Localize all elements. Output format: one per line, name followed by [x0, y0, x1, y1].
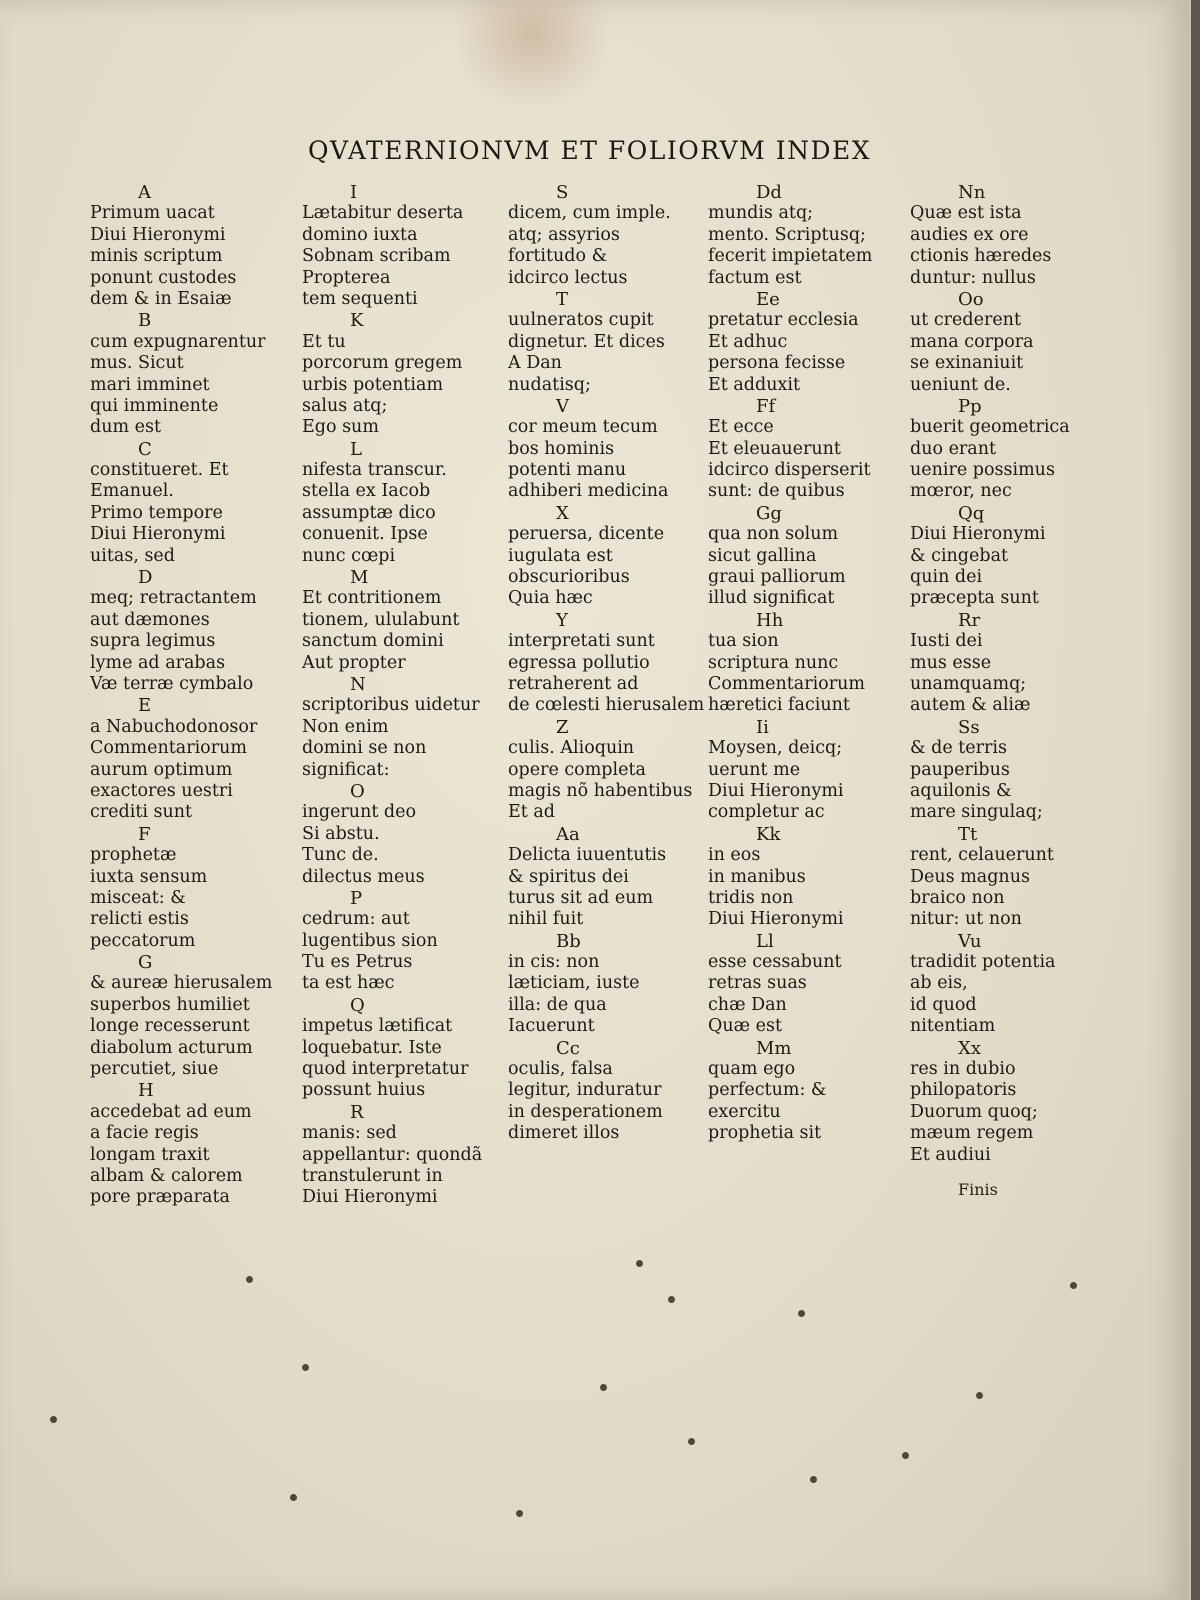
index-entry: præcepta sunt [910, 588, 1039, 609]
index-entry: completur ac [708, 802, 825, 823]
index-entry: Et ecce [708, 417, 774, 438]
quire-signature: D [138, 567, 153, 589]
index-entry: qui imminente [90, 395, 219, 416]
index-entry: quam ego [708, 1059, 796, 1080]
quire-signature: Ee [756, 288, 780, 310]
index-entry: chæ Dan [708, 994, 787, 1015]
index-entry: iugulata est [508, 545, 613, 566]
wormhole [246, 1276, 253, 1283]
index-entry: Quæ est ista [910, 203, 1022, 224]
index-entry: res in dubio [910, 1059, 1016, 1080]
wormhole [50, 1416, 57, 1423]
index-entry: nitentiam [910, 1016, 996, 1037]
index-entry: dum est [90, 417, 161, 438]
quire-signature: Gg [756, 502, 782, 524]
wormhole [636, 1260, 643, 1267]
index-entry: ab eis, [910, 973, 968, 994]
index-entry: ctionis hæredes [910, 246, 1052, 267]
index-entry: nitur: ut non [910, 909, 1022, 930]
quire-signature: Vu [958, 930, 982, 952]
index-entry: Propterea [302, 267, 391, 288]
index-entry: Et adduxit [708, 374, 800, 395]
index-entry: Commentariorum [708, 673, 865, 694]
index-entry: Diui Hieronymi [90, 524, 226, 545]
index-entry: in eos [708, 845, 761, 866]
index-column-1 [90, 182, 305, 1209]
index-entry: lyme ad arabas [90, 652, 226, 673]
index-entry: Primum uacat [90, 203, 215, 224]
index-entry: exercitu [708, 1101, 781, 1122]
index-entry: Diui Hieronymi [90, 224, 226, 245]
index-entry: perfectum: & [708, 1080, 827, 1101]
index-entry: qua non solum [708, 524, 839, 545]
index-entry: superbos humiliet [90, 994, 250, 1015]
wormhole [798, 1310, 805, 1317]
wormhole [516, 1510, 523, 1517]
index-entry: a Nabuchodonosor [90, 716, 258, 737]
index-entry: aquilonis & [910, 780, 1012, 801]
page-title: QVATERNIONVM ET FOLIORVM INDEX [308, 136, 872, 165]
index-entry: & spiritus dei [508, 866, 629, 887]
index-entry: uenire possimus [910, 460, 1055, 481]
quire-signature: S [556, 182, 569, 203]
index-column-2 [302, 182, 517, 1209]
index-entry: & aureæ hierusalem [90, 973, 273, 994]
index-entry: Diui Hieronymi [708, 909, 844, 930]
quire-signature: Qq [958, 502, 985, 524]
index-entry: retras suas [708, 973, 807, 994]
index-entry: relicti estis [90, 909, 189, 930]
index-entry: Et ad [508, 802, 556, 823]
index-entry: Sobnam scribam [302, 246, 451, 267]
index-entry: mana corpora [910, 331, 1034, 352]
index-entry: accedebat ad eum [90, 1101, 252, 1122]
index-entry: Et contritionem [302, 588, 442, 609]
index-entry: graui palliorum [708, 567, 846, 588]
index-entry: illud significat [708, 588, 835, 609]
index-entry: retraherent ad [508, 673, 639, 694]
index-entry: in cis: non [508, 952, 600, 973]
index-entry: nihil fuit [508, 909, 584, 930]
quire-signature: N [350, 673, 366, 695]
quire-signature: Y [556, 609, 568, 631]
index-entry: idcirco disperserit [708, 460, 871, 481]
index-entry: mento. Scriptusq; [708, 224, 866, 245]
wormhole [902, 1452, 909, 1459]
index-entry: pauperibus [910, 759, 1010, 780]
index-entry: atq; assyrios [508, 224, 620, 245]
index-entry: Emanuel. [90, 481, 174, 502]
index-entry: a facie regis [90, 1123, 199, 1144]
index-entry: dimeret illos [508, 1123, 620, 1144]
index-entry: appellantur: quondã [302, 1144, 483, 1165]
index-entry: Lætabitur deserta [302, 203, 464, 224]
index-entry: albam & calorem [90, 1165, 243, 1186]
quire-signature: P [350, 887, 363, 909]
index-entry: Quia hæc [508, 588, 593, 609]
quire-signature: E [138, 695, 152, 717]
index-entry: Commentariorum [90, 738, 247, 759]
index-entry: domini se non [302, 738, 427, 759]
index-entry: bos hominis [508, 438, 615, 459]
index-entry: Non enim [302, 716, 389, 737]
quire-signature: L [350, 438, 362, 460]
index-entry: de cœlesti hierusalem [508, 695, 705, 716]
index-entry: nifesta transcur. [302, 460, 447, 481]
index-entry: aurum optimum [90, 759, 233, 780]
index-entry: possunt huius [302, 1080, 426, 1101]
quire-signature: Cc [556, 1037, 580, 1059]
index-entry: Si abstu. [302, 823, 380, 844]
index-entry: sunt: de quibus [708, 481, 845, 502]
wormhole [688, 1438, 695, 1445]
index-entry: factum est [708, 267, 802, 288]
index-entry: Tunc de. [302, 845, 379, 866]
index-entry: fortitudo & [508, 246, 608, 267]
index-entry: ut crederent [910, 310, 1021, 331]
index-entry: uulneratos cupit [508, 310, 654, 331]
index-entry: significat: [302, 759, 390, 780]
quire-signature: Ff [756, 395, 776, 417]
index-entry: rent, celauerunt [910, 845, 1054, 866]
index-entry: supra legimus [90, 631, 216, 652]
index-entry: læticiam, iuste [508, 973, 640, 994]
index-entry: & cingebat [910, 545, 1009, 566]
index-entry: cor meum tecum [508, 417, 658, 438]
index-entry: cum expugnarentur [90, 331, 266, 352]
index-entry: oculis, falsa [508, 1059, 613, 1080]
index-entry: peccatorum [90, 930, 196, 951]
index-entry: dilectus meus [302, 866, 425, 887]
index-entry: tua sion [708, 631, 779, 652]
index-entry: braico non [910, 887, 1005, 908]
wormhole [668, 1296, 675, 1303]
index-entry: duntur: nullus [910, 267, 1036, 288]
quire-signature: G [138, 952, 153, 974]
quire-signature: Hh [756, 609, 784, 631]
index-entry: Diui Hieronymi [708, 780, 844, 801]
index-column-3 [508, 182, 723, 1145]
index-entry: Duorum quoq; [910, 1101, 1038, 1122]
index-entry: nunc cœpi [302, 545, 396, 566]
index-entry: manis: sed [302, 1123, 397, 1144]
index-entry: se exinaniuit [910, 353, 1024, 374]
index-column-4 [708, 182, 923, 1145]
quire-signature: O [350, 780, 365, 802]
index-entry: percutiet, siue [90, 1059, 219, 1080]
index-entry: tradidit potentia [910, 952, 1056, 973]
index-entry: tionem, ululabunt [302, 609, 460, 630]
index-entry: prophetæ [90, 845, 177, 866]
index-entry: Deus magnus [910, 866, 1030, 887]
quire-signature: Dd [756, 182, 782, 203]
quire-signature: F [138, 823, 151, 845]
wormhole [600, 1384, 607, 1391]
index-entry: buerit geometrica [910, 417, 1070, 438]
quire-signature: V [556, 395, 569, 417]
index-entry: egressa pollutio [508, 652, 650, 673]
index-entry: tridis non [708, 887, 794, 908]
index-entry: minis scriptum [90, 246, 223, 267]
quire-signature: K [350, 310, 364, 332]
index-entry: urbis potentiam [302, 374, 444, 395]
quire-signature: X [556, 502, 569, 524]
quire-signature: Q [350, 994, 365, 1016]
index-entry: impetus lætificat [302, 1016, 453, 1037]
quire-signature: Mm [756, 1037, 792, 1059]
index-entry: Diui Hieronymi [910, 524, 1046, 545]
index-entry: sicut gallina [708, 545, 817, 566]
index-entry: adhiberi medicina [508, 481, 669, 502]
index-entry: unamquamq; [910, 673, 1027, 694]
index-entry: Primo tempore [90, 502, 223, 523]
index-entry: uerunt me [708, 759, 801, 780]
index-entry: ta est hæc [302, 973, 395, 994]
index-entry: dicem, cum imple. [508, 203, 671, 224]
index-entry: Væ terræ cymbalo [90, 673, 254, 694]
index-entry: Moysen, deicq; [708, 738, 843, 759]
quire-signature: R [350, 1101, 364, 1123]
index-entry: lugentibus sion [302, 930, 438, 951]
index-entry: Aut propter [302, 652, 406, 673]
index-entry: mœror, nec [910, 481, 1012, 502]
quire-signature: A [138, 182, 151, 203]
index-entry: diabolum acturum [90, 1037, 253, 1058]
index-entry: mus esse [910, 652, 992, 673]
index-entry: in desperationem [508, 1101, 663, 1122]
index-entry: legitur, induratur [508, 1080, 662, 1101]
quire-signature: Z [556, 716, 569, 738]
index-entry: & de terris [910, 738, 1007, 759]
index-entry: exactores uestri [90, 780, 233, 801]
index-entry: scriptoribus uidetur [302, 695, 480, 716]
index-entry: Et adhuc [708, 331, 788, 352]
quire-signature: Oo [958, 288, 984, 310]
quire-signature: C [138, 438, 152, 460]
index-entry: potenti manu [508, 460, 627, 481]
quire-signature: Pp [958, 395, 982, 417]
index-entry: in manibus [708, 866, 806, 887]
quire-signature: Bb [556, 930, 581, 952]
index-entry: tem sequenti [302, 288, 418, 309]
index-entry: esse cessabunt [708, 952, 842, 973]
index-entry: loquebatur. Iste [302, 1037, 442, 1058]
index-entry: Ego sum [302, 417, 379, 438]
index-entry: longe recesserunt [90, 1016, 250, 1037]
quire-signature: Kk [756, 823, 781, 845]
page-stain [452, 0, 612, 110]
index-entry: porcorum gregem [302, 353, 463, 374]
index-entry: domino iuxta [302, 224, 418, 245]
index-entry: turus sit ad eum [508, 887, 654, 908]
index-entry: prophetia sit [708, 1123, 822, 1144]
index-entry: quod interpretatur [302, 1059, 469, 1080]
colophon-finis: Finis [958, 1179, 998, 1199]
index-entry: mæum regem [910, 1123, 1034, 1144]
index-entry: sanctum domini [302, 631, 444, 652]
wormhole [810, 1476, 817, 1483]
index-entry: Tu es Petrus [302, 952, 413, 973]
index-entry: id quod [910, 994, 977, 1015]
index-entry: constitueret. Et [90, 460, 229, 481]
wormhole [302, 1364, 309, 1371]
quire-signature: M [350, 567, 369, 589]
index-entry: transtulerunt in [302, 1165, 443, 1186]
index-entry: nudatisq; [508, 374, 591, 395]
index-entry: iuxta sensum [90, 866, 208, 887]
index-entry: mus. Sicut [90, 353, 184, 374]
index-entry: culis. Alioquin [508, 738, 635, 759]
index-entry: conuenit. Ipse [302, 524, 428, 545]
index-entry: idcirco lectus [508, 267, 628, 288]
index-entry: persona fecisse [708, 353, 846, 374]
index-entry: quin dei [910, 567, 983, 588]
index-entry: dignetur. Et dices [508, 331, 665, 352]
quire-signature: B [138, 310, 152, 332]
wormhole [290, 1494, 297, 1501]
index-entry: Quæ est [708, 1016, 782, 1037]
quire-signature: Rr [958, 609, 981, 631]
index-entry: misceat: & [90, 887, 186, 908]
index-entry: philopatoris [910, 1080, 1017, 1101]
index-entry: audies ex ore [910, 224, 1029, 245]
index-entry: cedrum: aut [302, 909, 410, 930]
index-entry: assumptæ dico [302, 502, 436, 523]
index-entry: peruersa, dicente [508, 524, 665, 545]
index-entry: A Dan [508, 353, 562, 374]
index-entry: Et audiui [910, 1144, 991, 1165]
index-entry: Iusti dei [910, 631, 983, 652]
index-entry: uitas, sed [90, 545, 175, 566]
index-entry: interpretati sunt [508, 631, 655, 652]
quire-signature: Ll [756, 930, 774, 952]
wormhole [1070, 1282, 1077, 1289]
index-entry: mari imminet [90, 374, 210, 395]
index-entry: dem & in Esaiæ [90, 288, 232, 309]
index-entry: ueniunt de. [910, 374, 1011, 395]
index-entry: pore præparata [90, 1187, 230, 1208]
index-entry: aut dæmones [90, 609, 210, 630]
index-entry: Delicta iuuentutis [508, 845, 667, 866]
index-entry: magis nõ habentibus [508, 780, 693, 801]
quire-signature: Ss [958, 716, 980, 738]
quire-signature: Xx [958, 1037, 981, 1059]
index-entry: autem & aliæ [910, 695, 1031, 716]
index-entry: crediti sunt [90, 802, 193, 823]
quire-signature: T [556, 288, 569, 310]
index-entry: meq; retractantem [90, 588, 257, 609]
index-entry: ponunt custodes [90, 267, 237, 288]
index-entry: salus atq; [302, 395, 388, 416]
index-entry: pretatur ecclesia [708, 310, 859, 331]
index-entry: longam traxit [90, 1144, 210, 1165]
index-entry: opere completa [508, 759, 646, 780]
index-entry: ingerunt deo [302, 802, 417, 823]
index-entry: Et eleuauerunt [708, 438, 841, 459]
index-entry: Diui Hieronymi [302, 1187, 438, 1208]
index-entry: duo erant [910, 438, 997, 459]
index-entry: obscurioribus [508, 567, 630, 588]
index-entry: Et tu [302, 331, 346, 352]
quire-signature: Tt [958, 823, 978, 845]
quire-signature: Nn [958, 182, 986, 203]
index-entry: fecerit impietatem [708, 246, 873, 267]
quire-signature: Aa [556, 823, 580, 845]
index-entry: mundis atq; [708, 203, 814, 224]
quire-signature: Ii [756, 716, 769, 738]
index-column-5 [910, 182, 1125, 1199]
index-entry: mare singulaq; [910, 802, 1043, 823]
wormhole [976, 1392, 983, 1399]
quire-signature: H [138, 1080, 154, 1102]
index-entry: illa: de qua [508, 994, 607, 1015]
index-entry: Iacuerunt [508, 1016, 595, 1037]
index-entry: scriptura nunc [708, 652, 839, 673]
index-entry: hæretici faciunt [708, 695, 850, 716]
quire-signature: I [350, 182, 358, 203]
index-entry: stella ex Iacob [302, 481, 431, 502]
